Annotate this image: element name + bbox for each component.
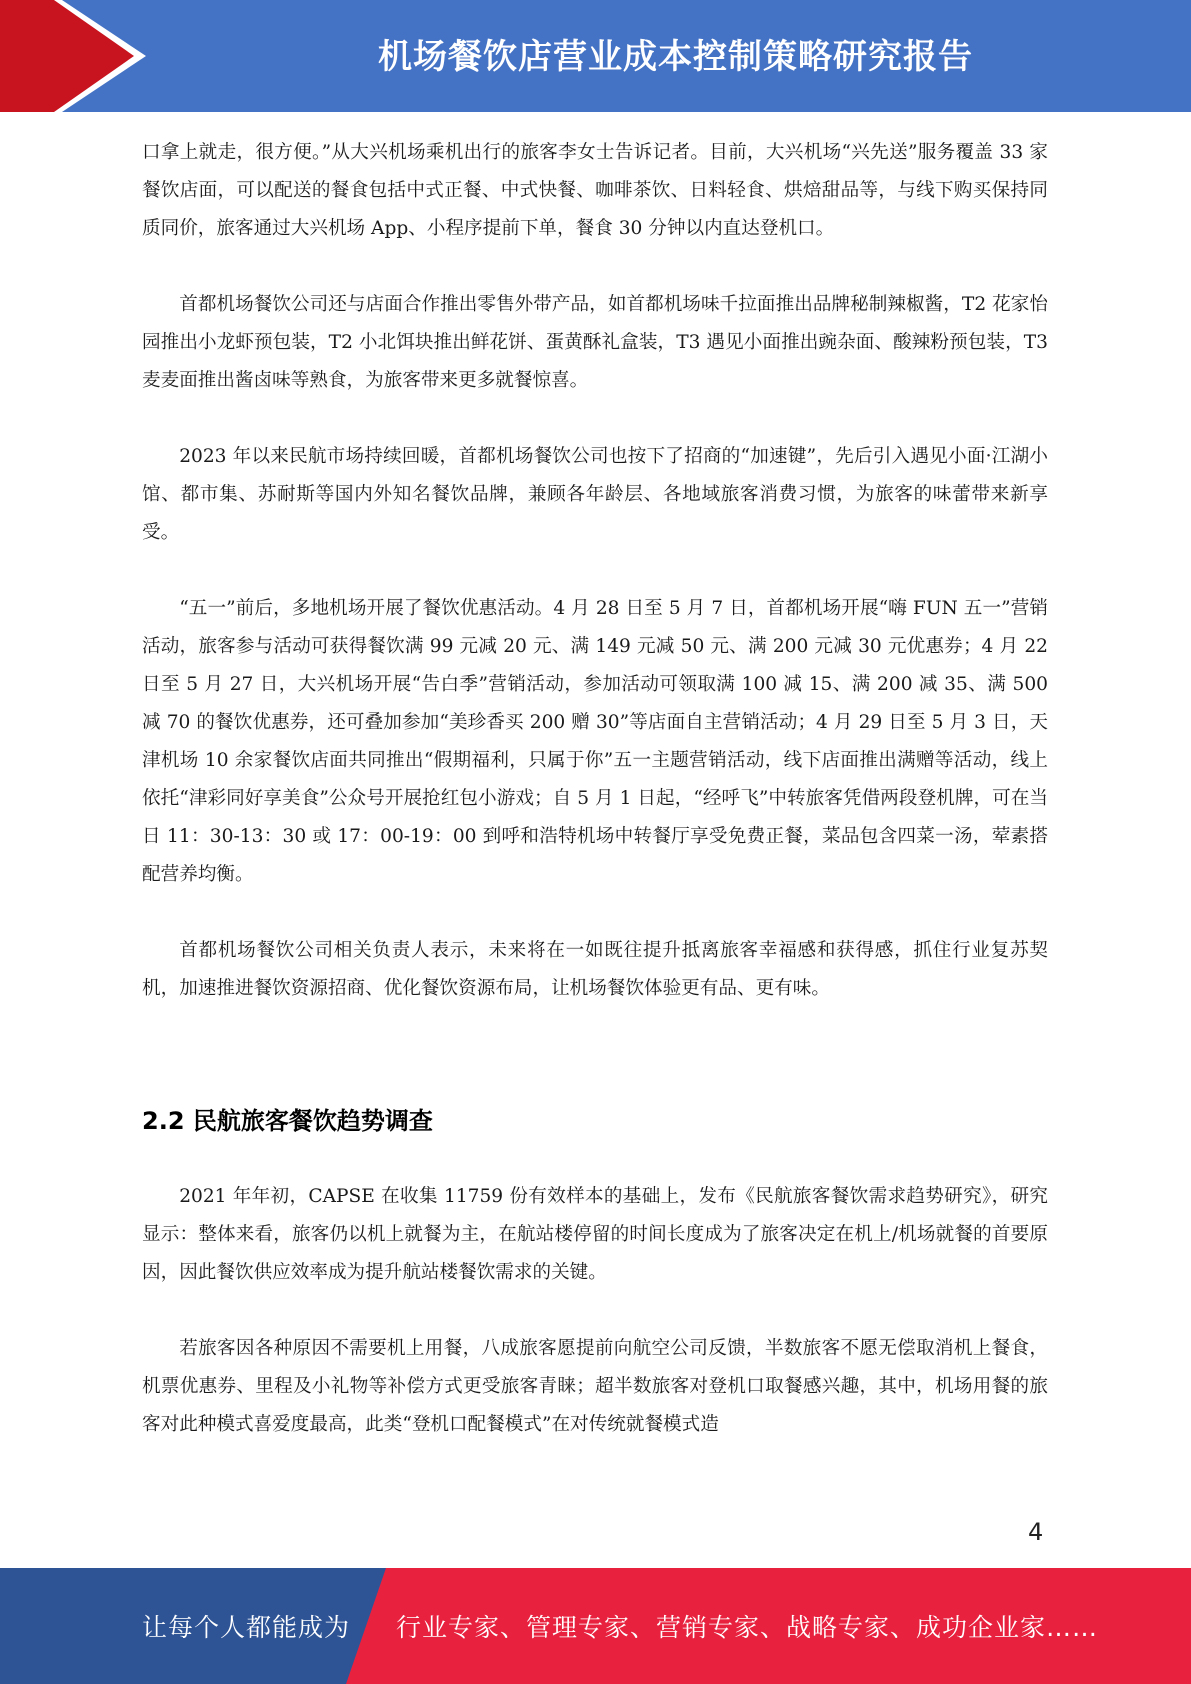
- paragraph: 2021 年年初，CAPSE 在收集 11759 份有效样本的基础上，发布《民航旅客餐饮需求趋势研究》，研究显示：整体来看，旅客仍以机上就餐为主，在航站楼停留的时间长度成为了旅客决定在机上/机场就餐的首要原因，因此餐饮供应效率成为提升航站楼餐饮需求的关键。: [142, 1186, 1048, 1283]
- report-title: 机场餐饮店营业成本控制策略研究报告: [378, 36, 973, 77]
- page-header: [0, 0, 1191, 112]
- header-chevron-icon: [0, 0, 160, 112]
- paragraph: “五一”前后，多地机场开展了餐饮优惠活动。4 月 28 日至 5 月 7 日，首都机场开展“嗨 FUN 五一”营销活动，旅客参与活动可获得餐饮满 99 元减 20 元、满 149 元减 50 元、满 200 元减 30 元优惠券；4 月 22 日至 5 月 27 日，大兴机场开展“告白季”营销活动，参加活动可领取满 100 减 15、满 200 减 35、满 500 减 70 的餐饮优惠券，还可叠加参加“美珍香买 200 赠 30”等店面自主营销活动；4 月 29 日至 5 月 3 日，天津机场 10 余家餐饮店面共同推出“假期福利，只属于你”五一主题营销活动，线下店面推出满赠等活动，线上依托“津彩同好享美食”公众号开展抢红包小游戏；自 5 月 1 日起，“经呼飞”中转旅客凭借两段登机牌，可在当日 11：30-13：30 或 17：00-19：00 到呼和浩特机场中转餐厅享受免费正餐，菜品包含四菜一汤，荤素搭配营养均衡。: [142, 598, 1048, 885]
- footer-slogan-right: 行业专家、管理专家、营销专家、战略专家、成功企业家……: [396, 1613, 1099, 1642]
- paragraph: 首都机场餐饮公司相关负责人表示，未来将在一如既往提升抵离旅客幸福感和获得感，抓住行业复苏契机，加速推进餐饮资源招商、优化餐饮资源布局，让机场餐饮体验更有品、更有味。: [142, 940, 1048, 999]
- page-footer: [0, 1568, 1191, 1684]
- section-heading: 2.2 民航旅客餐饮趋势调查: [142, 1107, 433, 1135]
- footer-slogan-left: 让每个人都能成为: [142, 1613, 351, 1642]
- document-body: [142, 134, 1048, 1444]
- paragraph: 若旅客因各种原因不需要机上用餐，八成旅客愿提前向航空公司反馈，半数旅客不愿无偿取消机上餐食，机票优惠券、里程及小礼物等补偿方式更受旅客青睐；超半数旅客对登机口取餐感兴趣，其中，机场用餐的旅客对此种模式喜爱度最高，此类“登机口配餐模式”在对传统就餐模式造: [142, 1338, 1048, 1435]
- paragraph: 首都机场餐饮公司还与店面合作推出零售外带产品，如首都机场味千拉面推出品牌秘制辣椒酱，T2 花家怡园推出小龙虾预包装，T2 小北饵块推出鲜花饼、蛋黄酥礼盒装，T3 遇见小面推出豌杂面、酸辣粉预包装，T3 麦麦面推出酱卤味等熟食，为旅客带来更多就餐惊喜。: [142, 294, 1048, 391]
- page-number: 4: [1028, 1518, 1044, 1546]
- paragraph: 2023 年以来民航市场持续回暖，首都机场餐饮公司也按下了招商的“加速键”，先后引入遇见小面·江湖小馆、都市集、苏耐斯等国内外知名餐饮品牌，兼顾各年龄层、各地域旅客消费习惯，为旅客的味蕾带来新享受。: [142, 446, 1048, 543]
- paragraph: 口拿上就走，很方便。”从大兴机场乘机出行的旅客李女士告诉记者。目前，大兴机场“兴先送”服务覆盖 33 家餐饮店面，可以配送的餐食包括中式正餐、中式快餐、咖啡茶饮、日料轻食、烘焙甜品等，与线下购买保持同质同价，旅客通过大兴机场 App、小程序提前下单，餐食 30 分钟以内直达登机口。: [142, 142, 1048, 239]
